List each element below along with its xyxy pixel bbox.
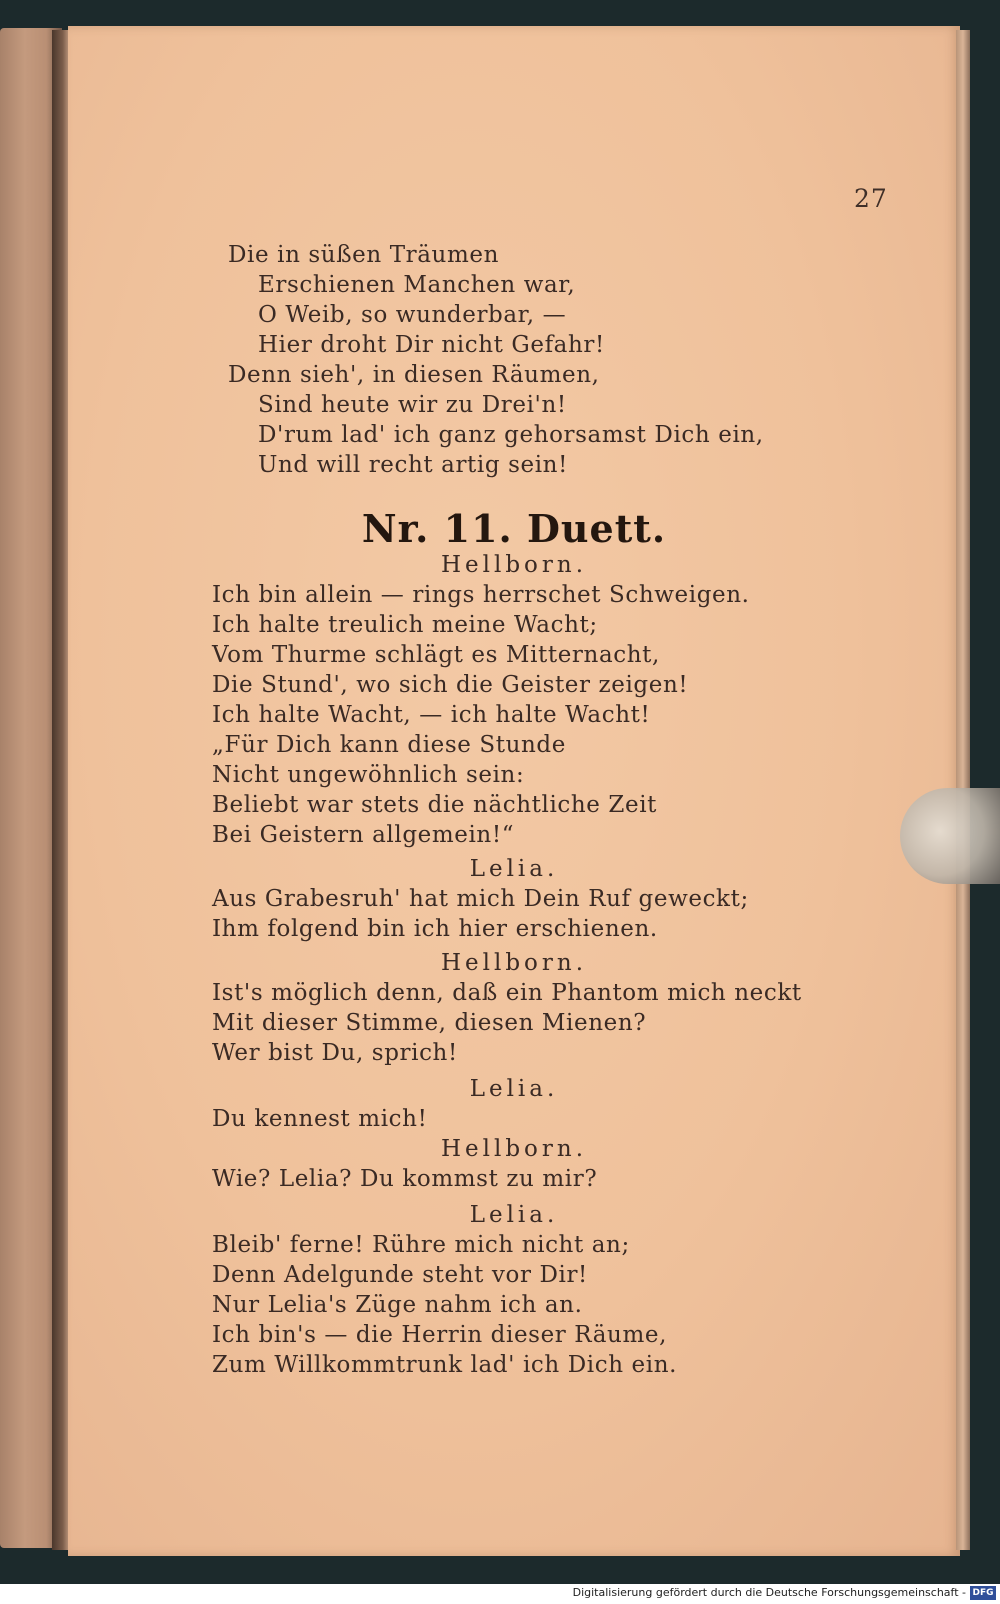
speaker-name: Hellborn. <box>440 1136 588 1162</box>
dialogue-line: Zum Willkommtrunk lad' ich Dich ein. <box>212 1352 678 1378</box>
footer-bar <box>0 1584 1000 1604</box>
dialogue-line: Bei Geistern allgemein!“ <box>212 822 515 848</box>
dialogue-line: Ich bin's — die Herrin dieser Räume, <box>212 1322 667 1348</box>
dialogue-line: Die Stund', wo sich die Geister zeigen! <box>212 672 689 698</box>
dfg-logo: DFG <box>970 1586 996 1600</box>
dialogue-line: Du kennest mich! <box>212 1106 428 1132</box>
page-clip <box>900 788 1000 884</box>
dialogue-line: Wer bist Du, sprich! <box>212 1040 458 1066</box>
dialogue-line: „Für Dich kann diese Stunde <box>212 732 566 758</box>
dialogue-line: Aus Grabesruh' hat mich Dein Ruf geweckt; <box>212 886 749 912</box>
verse-line: D'rum lad' ich ganz gehorsamst Dich ein, <box>258 422 764 448</box>
dialogue-line: Denn Adelgunde steht vor Dir! <box>212 1262 588 1288</box>
book-page <box>68 26 960 1556</box>
verse-line: O Weib, so wunderbar, — <box>258 302 567 328</box>
dialogue-line: Mit dieser Stimme, diesen Mienen? <box>212 1010 647 1036</box>
dialogue-line: Ihm folgend bin ich hier erschienen. <box>212 916 658 942</box>
dialogue-line: Bleib' ferne! Rühre mich nicht an; <box>212 1232 630 1258</box>
page-number: 27 <box>854 184 888 213</box>
dialogue-line: Nur Lelia's Züge nahm ich an. <box>212 1292 583 1318</box>
verse-line: Und will recht artig sein! <box>258 452 568 478</box>
verse-line: Erschienen Manchen war, <box>258 272 576 298</box>
dialogue-line: Nicht ungewöhnlich sein: <box>212 762 525 788</box>
speaker-name: Lelia. <box>469 1076 559 1102</box>
speaker-name: Hellborn. <box>440 950 588 976</box>
dialogue-line: Ich bin allein — rings herrschet Schweigen. <box>212 582 750 608</box>
dialogue-line: Ist's möglich denn, daß ein Phantom mich neckt <box>212 980 802 1006</box>
dialogue-line: Vom Thurme schlägt es Mitternacht, <box>212 642 660 668</box>
dialogue-line: Beliebt war stets die nächtliche Zeit <box>212 792 658 818</box>
speaker-name: Lelia. <box>469 856 559 882</box>
verse-line: Die in süßen Träumen <box>228 242 500 268</box>
speaker-name: Hellborn. <box>440 552 588 578</box>
verse-line: Denn sieh', in diesen Räumen, <box>228 362 600 388</box>
dialogue-line: Wie? Lelia? Du kommst zu mir? <box>212 1166 598 1192</box>
verse-line: Hier droht Dir nicht Gefahr! <box>258 332 605 358</box>
dialogue-line: Ich halte Wacht, — ich halte Wacht! <box>212 702 651 728</box>
speaker-name: Lelia. <box>469 1202 559 1228</box>
dialogue-line: Ich halte treulich meine Wacht; <box>212 612 598 638</box>
footer-credit: Digitalisierung gefördert durch die Deutsche Forschungsgemeinschaft - <box>572 1586 966 1599</box>
section-title: Nr. 11. Duett. <box>361 506 667 551</box>
verse-line: Sind heute wir zu Drei'n! <box>258 392 567 418</box>
